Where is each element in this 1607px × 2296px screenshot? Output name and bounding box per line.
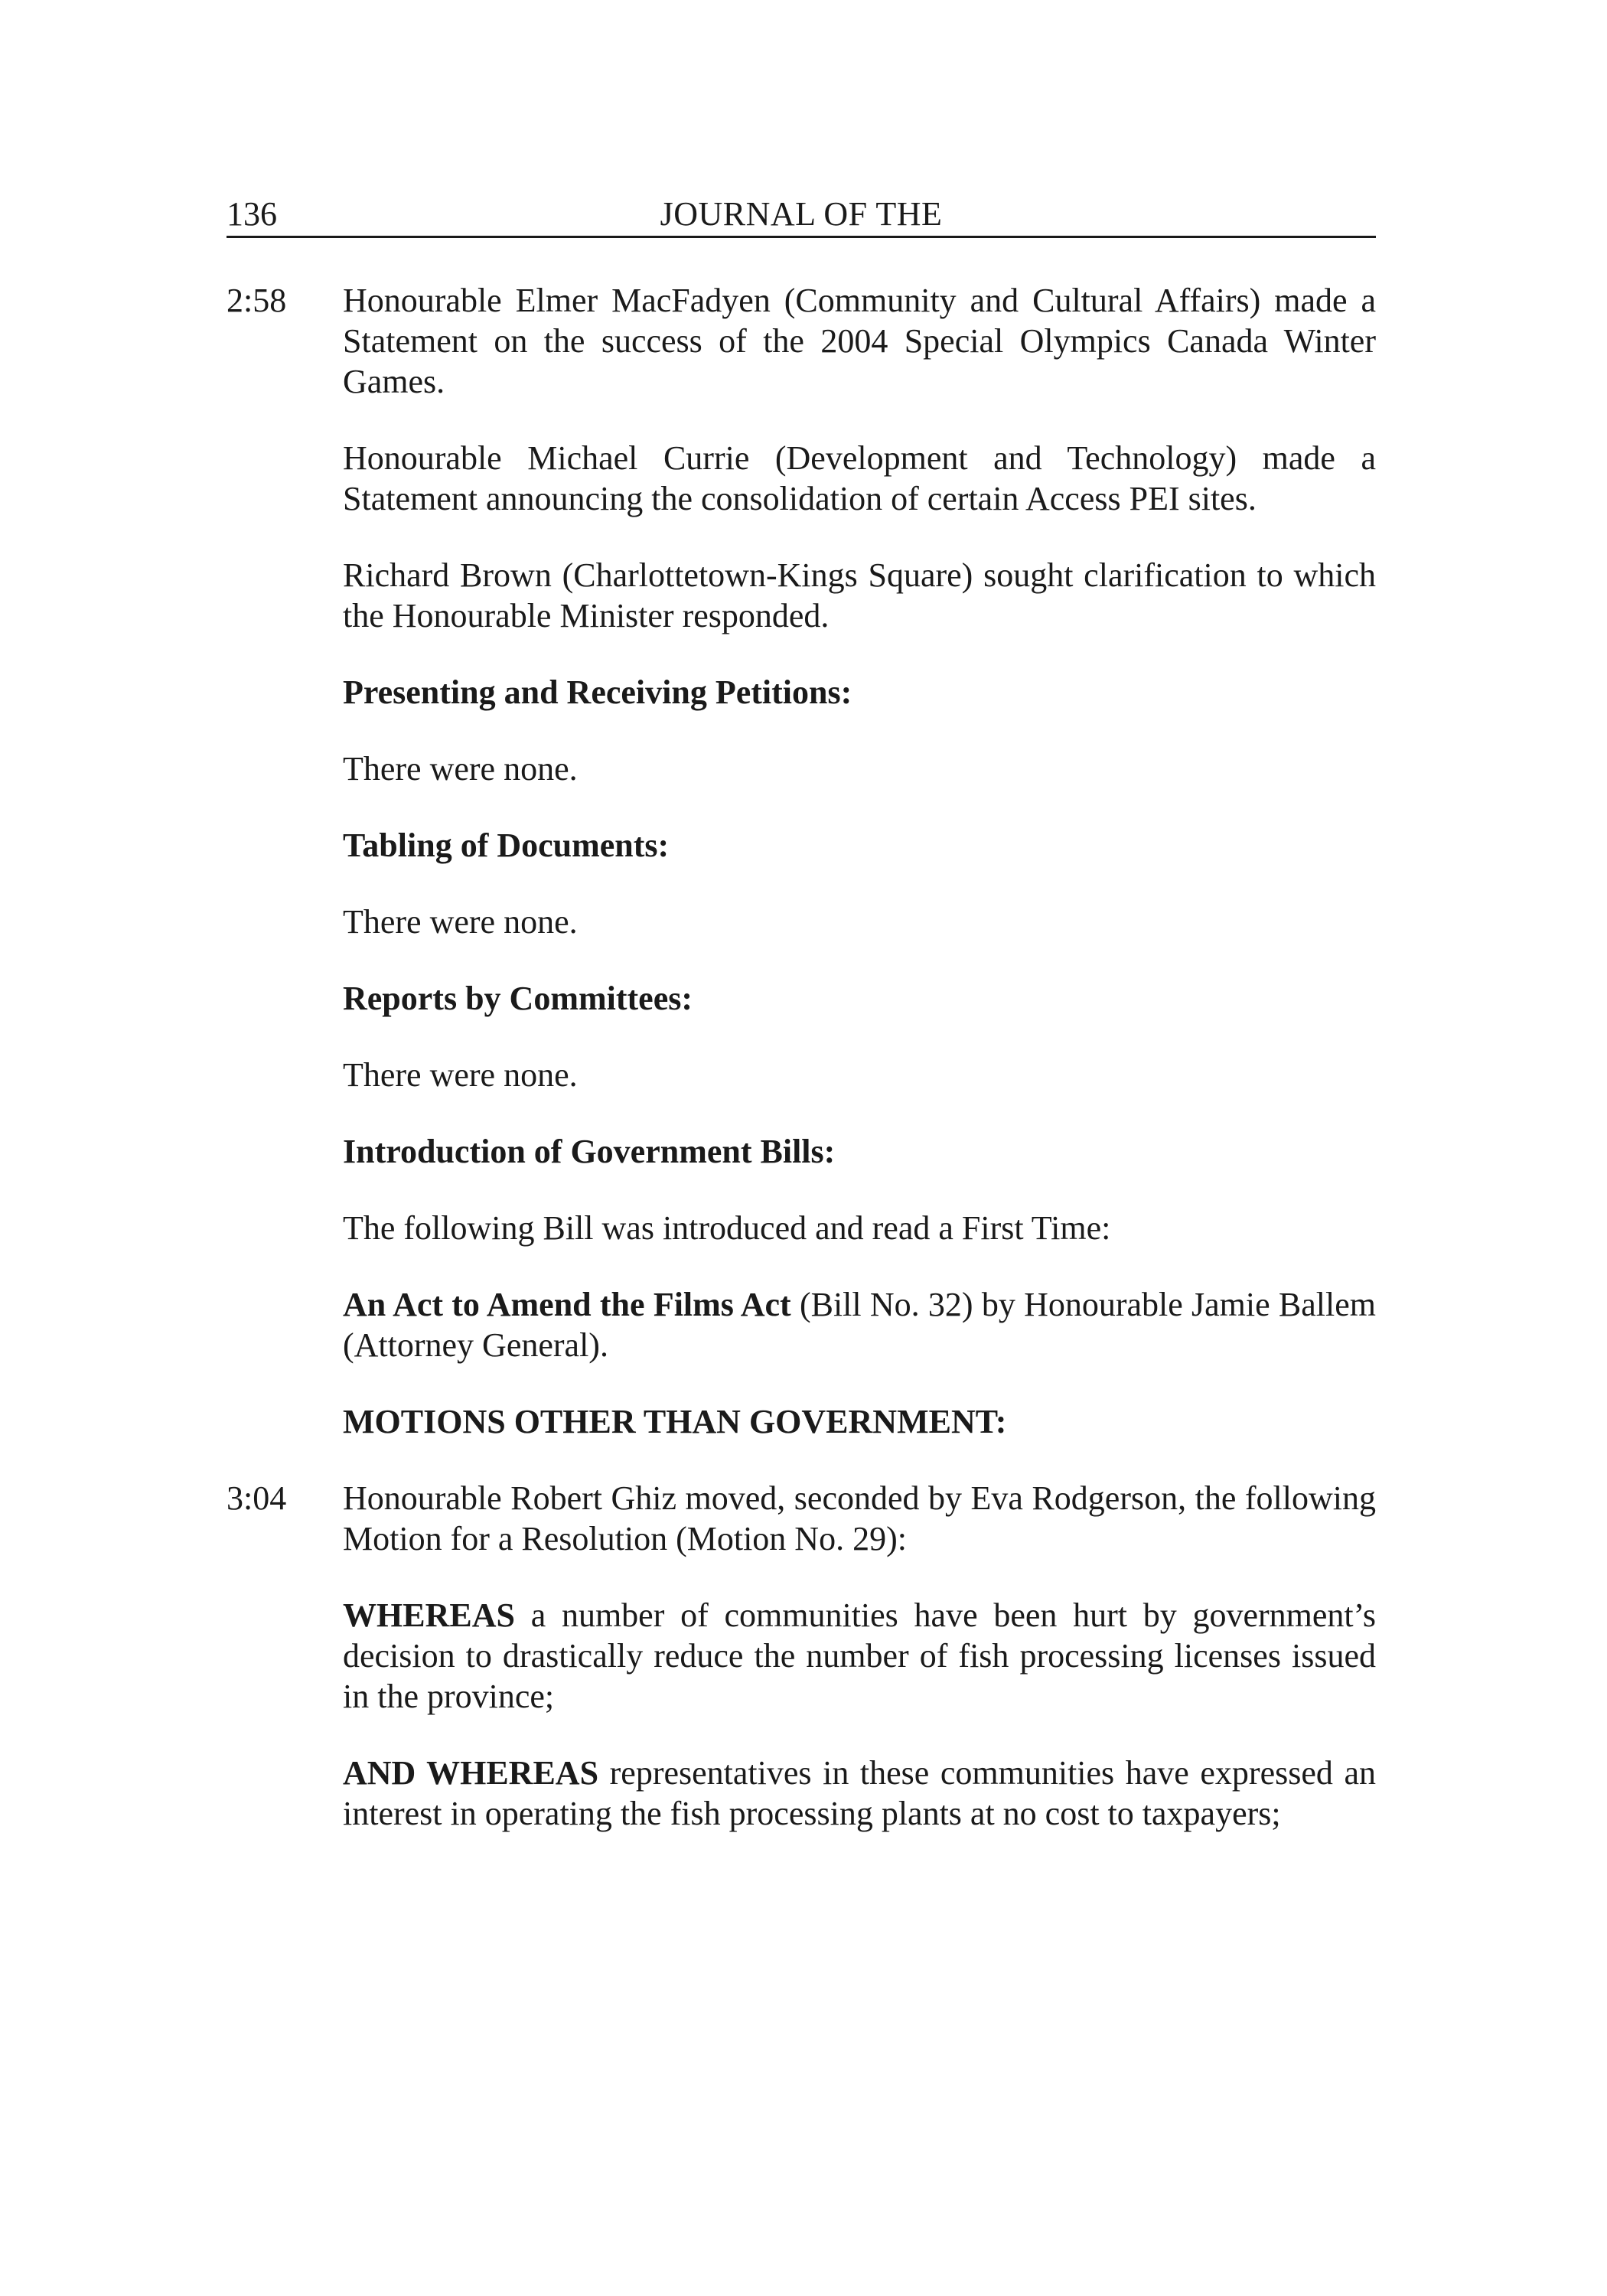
clause-text: representatives in these communities have expressed an interest in operating the fish processing plants at no cost to taxpayers; (343, 1754, 1376, 1832)
section-heading-committees: Reports by Committees: (343, 980, 693, 1017)
clause-lead: AND WHEREAS (343, 1754, 599, 1792)
section-heading-petitions: Presenting and Receiving Petitions: (343, 673, 852, 711)
motions-heading: MOTIONS OTHER THAN GOVERNMENT: (343, 1403, 1007, 1440)
entry-time: 2:58 (227, 282, 287, 319)
page-number: 136 (227, 195, 277, 233)
motion-paragraph: Honourable Robert Ghiz moved, seconded by Eva Rodgerson, the following Motion for a Resolution (Motion No. 29): (343, 1479, 1376, 1557)
bill-details: (Bill No. 32) by Honourable Jamie Ballem (Attorney General). (343, 1286, 1376, 1364)
statement-paragraph: Honourable Michael Currie (Development and Technology) made a Statement announcing the consolidation of certain Access PEI sites. (343, 439, 1376, 517)
section-text: There were none. (343, 750, 578, 788)
section-heading-government-bills: Introduction of Government Bills: (343, 1133, 836, 1170)
section-text: There were none. (343, 903, 578, 941)
running-head (227, 193, 1376, 238)
section-text: There were none. (343, 1056, 578, 1094)
bill-title: An Act to Amend the Films Act (343, 1286, 791, 1323)
clause-text: a number of communities have been hurt by government’s decision to drastically reduce the number of fish processing licenses issued in the province; (343, 1596, 1376, 1715)
journal-body (227, 280, 1376, 1870)
statement-paragraph: Honourable Elmer MacFadyen (Community and Cultural Affairs) made a Statement on the success of the 2004 Special Olympics Canada Winter Games. (343, 282, 1376, 400)
entry-time: 3:04 (227, 1479, 287, 1517)
clause-lead: WHEREAS (343, 1596, 515, 1634)
section-heading-tabling: Tabling of Documents: (343, 827, 670, 864)
journal-entry-258 (227, 280, 1376, 1442)
statement-paragraph: Richard Brown (Charlottetown-Kings Square) sought clarification to which the Honourable Minister responded. (343, 556, 1376, 634)
bill-paragraph (343, 1284, 1376, 1365)
running-title: JOURNAL OF THE (660, 195, 943, 233)
resolution-clause (343, 1753, 1376, 1834)
resolution-clause (343, 1595, 1376, 1717)
journal-entry-304 (227, 1478, 1376, 1834)
section-text: The following Bill was introduced and read a First Time: (343, 1209, 1111, 1247)
